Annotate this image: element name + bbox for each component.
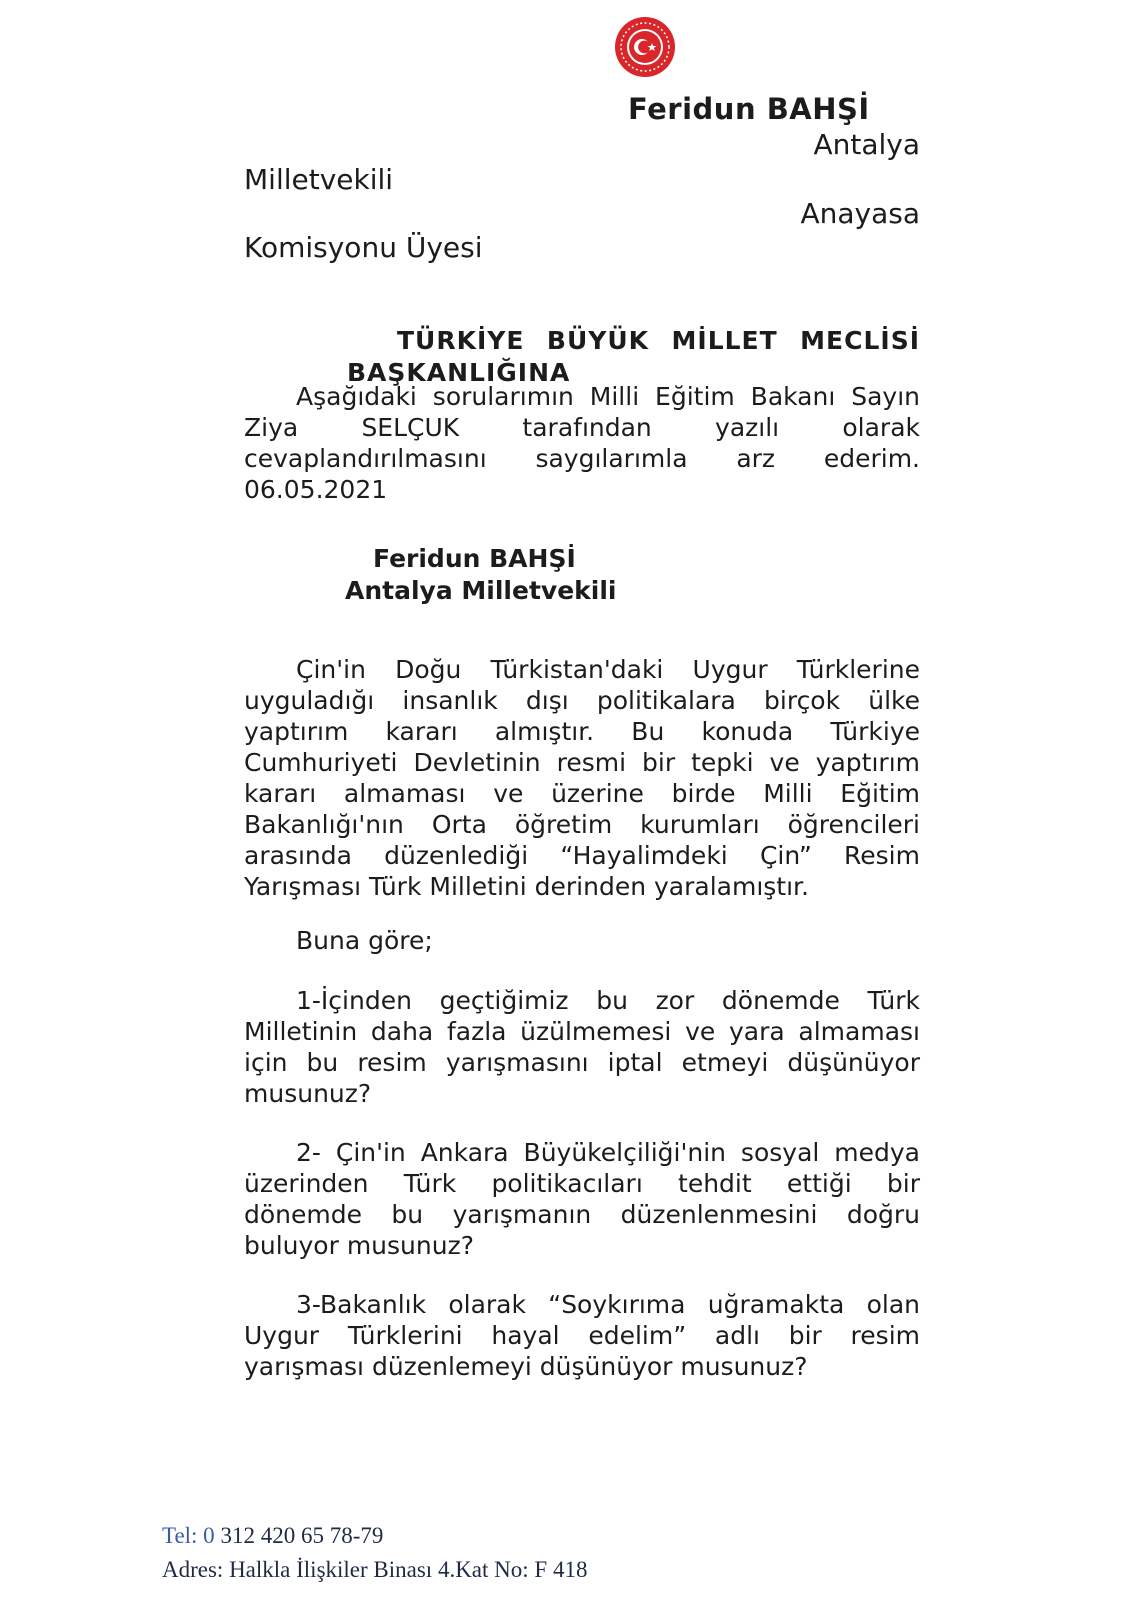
paragraph-line: kararı almaması ve üzerine birde Milli Eğitim: [244, 779, 920, 808]
question-line: musunuz?: [244, 1079, 372, 1108]
commission-label: Anayasa: [800, 197, 920, 230]
question-line: Milletinin daha fazla üzülmemesi ve yara almaması: [244, 1017, 920, 1046]
role-label: Milletvekili: [244, 163, 394, 196]
intro-paragraph: [244, 381, 920, 505]
commission-member-label: Komisyonu Üyesi: [244, 231, 483, 264]
question-line: 2- Çin'in Ankara Büyükelçiliği'nin sosyal medya: [296, 1138, 920, 1167]
question-line: yarışması düzenlemeyi düşünüyor musunuz?: [244, 1352, 808, 1381]
paragraph-line: yaptırım kararı almıştır. Bu konuda Türkiye: [244, 717, 920, 746]
deputy-name-heading: Feridun BAHŞİ: [628, 92, 870, 126]
paragraph-line: Çin'in Doğu Türkistan'daki Uygur Türklerine: [296, 655, 920, 684]
intro-line: cevaplandırılmasını saygılarımla arz ederim.: [244, 444, 920, 473]
questions-intro-text: Buna göre;: [296, 926, 433, 955]
question-line: üzerinden Türk politikacıları tehdit ettiği bir: [244, 1169, 920, 1198]
signature-name: Feridun BAHŞİ: [373, 544, 576, 573]
main-paragraph: [244, 654, 920, 902]
question-3: [244, 1289, 920, 1382]
paragraph-line: Yarışması Türk Milletini derinden yaralamıştır.: [244, 872, 809, 901]
paragraph-line: Bakanlığı'nın Orta öğretim kurumları öğrencileri: [244, 810, 920, 839]
footer-address: Adres: Halkla İlişkiler Binası 4.Kat No: F 418: [162, 1557, 588, 1582]
question-line: 3-Bakanlık olarak “Soykırıma uğramakta olan: [296, 1290, 920, 1319]
paragraph-line: uyguladığı insanlık dışı politikalara birçok ülke: [244, 686, 920, 715]
addressee-line-1: TÜRKİYE BÜYÜK MİLLET MECLİSİ: [397, 326, 920, 355]
question-2: [244, 1137, 920, 1261]
addressee-line-2: BAŞKANLIĞINA: [347, 358, 571, 387]
question-1: [244, 985, 920, 1109]
signature-title: Antalya Milletvekili: [345, 576, 617, 605]
question-line: dönemde bu yarışmanın düzenlenmesini doğru: [244, 1200, 920, 1229]
question-line: için bu resim yarışmasını iptal etmeyi düşünüyor: [244, 1048, 920, 1077]
province-label: Antalya: [813, 128, 920, 161]
paragraph-line: arasında düzenlediği “Hayalimdeki Çin” Resim: [244, 841, 920, 870]
questions-intro: [244, 925, 920, 956]
question-line: buluyor musunuz?: [244, 1231, 474, 1260]
paragraph-line: Cumhuriyeti Devletinin resmi bir tepki ve yaptırım: [244, 748, 920, 777]
footer-phone: [162, 1523, 383, 1549]
phone-label: Tel: 0: [162, 1523, 215, 1548]
question-line: Uygur Türklerini hayal edelim” adlı bir resim: [244, 1321, 920, 1350]
phone-number: 312 420 65 78-79: [214, 1523, 384, 1548]
intro-line: Aşağıdaki sorularımın Milli Eğitim Bakanı Sayın: [296, 382, 920, 411]
tbmm-emblem-icon: [614, 16, 676, 78]
intro-line: Ziya SELÇUK tarafından yazılı olarak: [244, 413, 920, 442]
question-line: 1-İçinden geçtiğimiz bu zor dönemde Türk: [296, 986, 920, 1015]
document-date: 06.05.2021: [244, 475, 388, 504]
